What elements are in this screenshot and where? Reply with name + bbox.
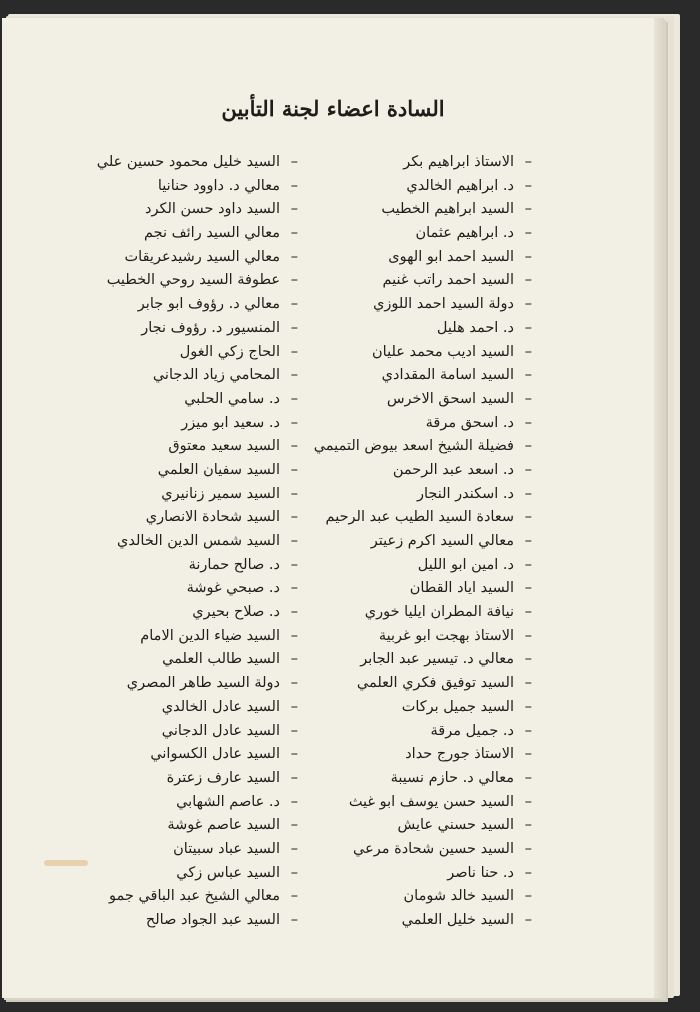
member-name: السيد حسن يوسف ابو غيث [348, 793, 514, 810]
member-name: د. ابراهيم الخالدي [406, 177, 514, 194]
list-bullet: – [524, 912, 532, 928]
list-bullet: – [524, 698, 532, 715]
name-list-item [292, 791, 532, 815]
name-list-item [68, 696, 298, 720]
name-list-item [68, 530, 298, 554]
member-name: السيد حسني عايش [397, 817, 514, 834]
list-bullet: – [524, 248, 532, 265]
member-name: د. حنا ناصر [447, 864, 514, 881]
list-bullet: – [524, 154, 532, 170]
name-list-item [292, 696, 532, 720]
member-name: السيد توفيق فكري العلمي [356, 675, 514, 692]
name-list-item [68, 577, 298, 601]
name-list-item [292, 412, 532, 436]
member-name: د. اسعد عبد الرحمن [392, 461, 514, 478]
names-column-right [292, 151, 532, 933]
list-bullet: – [290, 154, 298, 170]
member-name: السيد عاصم غوشة [167, 817, 280, 834]
list-bullet: – [290, 722, 298, 739]
member-name: د. سعيد ابو ميزر [181, 414, 280, 431]
member-name: السيد اياد القطان [409, 580, 514, 597]
name-list-item [292, 648, 532, 672]
page-title: السادة اعضاء لجنة التأبين [221, 96, 445, 121]
list-bullet: – [524, 604, 532, 621]
name-list-item [292, 506, 532, 530]
name-list-item [68, 246, 298, 270]
name-list-item [68, 791, 298, 815]
member-name: معالي د. تيسير عبد الجابر [360, 651, 514, 668]
member-name: معالي د. داوود حنانيا [157, 177, 280, 194]
list-bullet: – [290, 319, 298, 336]
list-bullet: – [290, 864, 298, 881]
list-bullet: – [290, 580, 298, 597]
member-name: السيد سمير زنانيري [161, 485, 280, 502]
list-bullet: – [290, 390, 298, 407]
member-name: فضيلة الشيخ اسعد بيوض التميمي [313, 438, 514, 455]
member-name: السيد جميل بركات [401, 698, 514, 715]
name-list-item [292, 625, 532, 649]
name-list-item [292, 885, 532, 909]
member-name: دولة السيد طاهر المصري [126, 675, 280, 692]
member-name: السيد اسامة المقدادي [381, 367, 514, 384]
member-name: السيد داود حسن الكرد [145, 201, 280, 218]
list-bullet: – [524, 272, 532, 289]
name-list-item [292, 814, 532, 838]
list-bullet: – [524, 533, 532, 549]
name-list-item [68, 909, 298, 933]
name-list-item [68, 862, 298, 886]
list-bullet: – [524, 793, 532, 810]
list-bullet: – [524, 864, 532, 881]
name-list-item [68, 222, 298, 246]
name-list-item [68, 269, 298, 293]
list-bullet: – [290, 793, 298, 810]
member-name: السيد عباس زكي [176, 864, 280, 881]
list-bullet: – [290, 604, 298, 621]
list-bullet: – [290, 296, 298, 313]
member-name: معالي السيد اكرم زعيتر [370, 533, 514, 549]
member-name: السيد خليل محمود حسين علي [96, 154, 280, 170]
member-name: د. صلاح بحيري [192, 604, 280, 621]
names-column-left [68, 151, 298, 933]
member-name: السيد خليل العلمي [401, 912, 514, 928]
name-list-item [68, 743, 298, 767]
name-list-item [292, 601, 532, 625]
list-bullet: – [290, 367, 298, 384]
member-name: السيد ابراهيم الخطيب [381, 201, 514, 218]
name-list-item [68, 198, 298, 222]
list-bullet: – [524, 225, 532, 242]
member-name: السيد عباد سبيتان [173, 840, 280, 857]
name-list-item [68, 885, 298, 909]
name-list-item [68, 506, 298, 530]
name-list-item [292, 435, 532, 459]
name-list-item [292, 246, 532, 270]
name-list-item [68, 341, 298, 365]
name-list-item [292, 909, 532, 933]
list-bullet: – [290, 461, 298, 478]
list-bullet: – [290, 556, 298, 573]
list-bullet: – [290, 248, 298, 265]
name-list-item [68, 601, 298, 625]
member-name: الاستاذ جورج حداد [405, 746, 514, 763]
list-bullet: – [290, 698, 298, 715]
list-bullet: – [524, 746, 532, 763]
name-list-item [68, 625, 298, 649]
list-bullet: – [290, 485, 298, 502]
name-list-item [292, 388, 532, 412]
name-list-item [68, 767, 298, 791]
name-list-item [292, 483, 532, 507]
list-bullet: – [524, 201, 532, 218]
name-list-item [292, 838, 532, 862]
name-list-item [292, 720, 532, 744]
list-bullet: – [524, 769, 532, 786]
name-list-item [292, 364, 532, 388]
member-name: د. صبحي غوشة [186, 580, 280, 597]
list-bullet: – [524, 414, 532, 431]
list-bullet: – [290, 746, 298, 763]
name-list-item [292, 341, 532, 365]
name-list-item [292, 767, 532, 791]
member-name: دولة السيد احمد اللوزي [373, 296, 514, 313]
name-list-item [68, 459, 298, 483]
member-name: المنسيور د. رؤوف نجار [141, 319, 280, 336]
list-bullet: – [290, 627, 298, 644]
member-name: معالي الشيخ عبد الباقي جمو [109, 888, 280, 905]
name-list-item [292, 293, 532, 317]
name-list-item [292, 862, 532, 886]
member-name: معالي السيد رائف نجم [143, 225, 280, 242]
member-name: السيد عارف زعترة [166, 769, 280, 786]
name-list-item [292, 743, 532, 767]
list-bullet: – [290, 840, 298, 857]
member-name: عطوفة السيد روحي الخطيب [106, 272, 280, 289]
document-page [2, 18, 664, 998]
member-name: الاستاذ بهجت ابو غربية [378, 627, 514, 644]
member-name: السيد عادل الدجاني [161, 722, 280, 739]
name-list-item [292, 222, 532, 246]
member-name: السيد طالب العلمي [162, 651, 280, 668]
member-name: السيد عبد الجواد صالح [145, 912, 280, 928]
list-bullet: – [524, 888, 532, 905]
name-list-item [68, 317, 298, 341]
member-name: الاستاذ ابراهيم بكر [403, 154, 514, 170]
member-name: السيد سعيد معتوق [168, 438, 280, 455]
name-list-item [292, 151, 532, 175]
list-bullet: – [524, 556, 532, 573]
list-bullet: – [524, 675, 532, 692]
list-bullet: – [290, 272, 298, 289]
name-list-item [292, 672, 532, 696]
member-name: السيد احمد ابو الهوى [388, 248, 514, 265]
member-name: السيد احمد راتب غنيم [382, 272, 514, 289]
member-name: د. اسكندر النجار [416, 485, 514, 502]
member-name: السيد حسين شحادة مرعي [353, 840, 514, 857]
name-list-item [292, 530, 532, 554]
name-list-item [292, 269, 532, 293]
name-list-item [68, 388, 298, 412]
list-bullet: – [524, 840, 532, 857]
member-name: سعادة السيد الطيب عبد الرحيم [325, 509, 514, 526]
name-list-item [68, 175, 298, 199]
list-bullet: – [290, 817, 298, 834]
list-bullet: – [524, 438, 532, 455]
name-list-item [68, 672, 298, 696]
list-bullet: – [290, 225, 298, 242]
list-bullet: – [290, 201, 298, 218]
member-name: د. اسحق مرقة [425, 414, 514, 431]
name-list-item [68, 814, 298, 838]
member-name: السيد خالد شومان [403, 888, 514, 905]
member-name: معالي د. رؤوف ابو جابر [137, 296, 280, 313]
name-list-item [68, 151, 298, 175]
member-name: معالي د. حازم نسيبة [390, 769, 514, 786]
list-bullet: – [290, 414, 298, 431]
name-list-item [292, 554, 532, 578]
member-name: د. صالح حمارنة [188, 556, 280, 573]
list-bullet: – [290, 438, 298, 455]
paper-stain [44, 860, 88, 866]
list-bullet: – [290, 509, 298, 526]
page-edge [654, 18, 664, 998]
name-list-item [292, 577, 532, 601]
name-list-item [68, 364, 298, 388]
list-bullet: – [290, 912, 298, 928]
list-bullet: – [524, 509, 532, 526]
member-name: د. سامي الحلبي [184, 390, 280, 407]
member-name: د. امين ابو الليل [417, 556, 514, 573]
list-bullet: – [524, 390, 532, 407]
list-bullet: – [290, 769, 298, 786]
name-list-item [68, 720, 298, 744]
member-name: نيافة المطران ايليا خوري [364, 604, 514, 621]
list-bullet: – [524, 367, 532, 384]
name-list-item [68, 435, 298, 459]
member-name: د. ابراهيم عثمان [415, 225, 514, 242]
member-name: السيد عادل الكسواني [150, 746, 280, 763]
member-name: معالي السيد رشيدعريقات [124, 248, 280, 265]
name-list-item [68, 412, 298, 436]
list-bullet: – [290, 533, 298, 549]
name-list-item [68, 554, 298, 578]
name-list-item [68, 648, 298, 672]
list-bullet: – [524, 296, 532, 313]
list-bullet: – [524, 580, 532, 597]
list-bullet: – [290, 343, 298, 360]
list-bullet: – [290, 888, 298, 905]
member-name: السيد شحادة الانصاري [145, 509, 280, 526]
list-bullet: – [524, 177, 532, 194]
member-name: السيد شمس الدين الخالدي [117, 533, 280, 549]
name-list-item [292, 459, 532, 483]
list-bullet: – [290, 651, 298, 668]
member-name: السيد ضياء الدين الامام [140, 627, 280, 644]
list-bullet: – [524, 461, 532, 478]
list-bullet: – [524, 485, 532, 502]
member-name: السيد سفيان العلمي [157, 461, 280, 478]
list-bullet: – [524, 817, 532, 834]
list-bullet: – [524, 651, 532, 668]
member-name: السيد اديب محمد عليان [372, 343, 514, 360]
member-name: د. جميل مرقة [430, 722, 514, 739]
name-list-item [68, 483, 298, 507]
member-name: د. احمد هليل [436, 319, 514, 336]
member-name: د. عاصم الشهابي [176, 793, 280, 810]
member-name: السيد عادل الخالدي [161, 698, 280, 715]
list-bullet: – [524, 627, 532, 644]
member-name: المحامي زياد الدجاني [152, 367, 280, 384]
member-name: السيد اسحق الاخرس [386, 390, 514, 407]
list-bullet: – [290, 675, 298, 692]
name-list-item [292, 175, 532, 199]
member-name: الحاج زكي الغول [179, 343, 280, 360]
list-bullet: – [524, 343, 532, 360]
list-bullet: – [290, 177, 298, 194]
name-list-item [292, 198, 532, 222]
name-list-item [68, 838, 298, 862]
list-bullet: – [524, 722, 532, 739]
name-list-item [68, 293, 298, 317]
name-list-item [292, 317, 532, 341]
list-bullet: – [524, 319, 532, 336]
